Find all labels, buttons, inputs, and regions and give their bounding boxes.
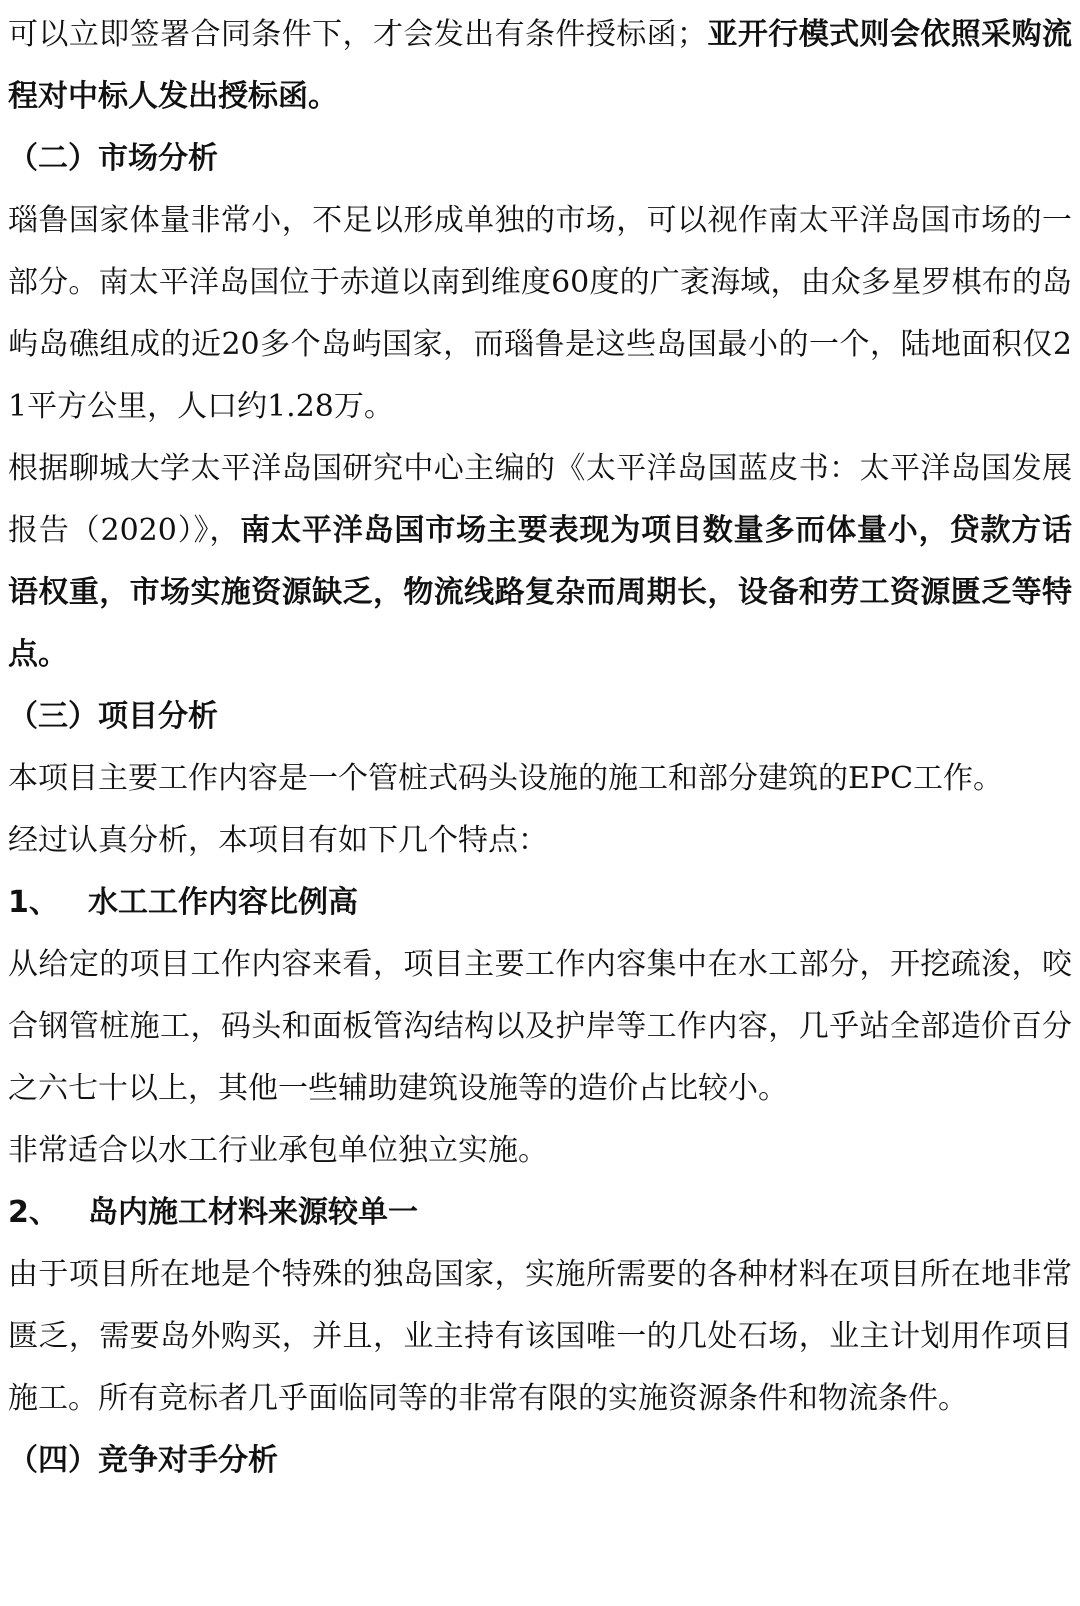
paragraph-feature-1-detail: 从给定的项目工作内容来看，项目主要工作内容集中在水工部分，开挖疏浚，咬合钢管桩施工，码头和面板管沟结构以及护岸等工作内容，几乎站全部造价百分之六七十以上，其他一些辅助建筑设施等的造价占比较小。 (8, 947, 1072, 1106)
feature-heading-1 (8, 872, 1072, 934)
award-letter-emphasis: 亚开行模式则会依照采购流程对中标人发出授标函。 (8, 17, 1073, 114)
paragraph-project-scope: 本项目主要工作内容是一个管桩式码头设施的施工和部分建筑的EPC工作。 (8, 761, 1004, 796)
paragraph-market-overview: 瑙鲁国家体量非常小，不足以形成单独的市场，可以视作南太平洋岛国市场的一部分。南太平洋岛国位于赤道以南到维度60度的广袤海域，由众多星罗棋布的岛屿岛礁组成的近20多个岛屿国家，而瑙鲁是这些岛国最小的一个，陆地面积仅21平方公里，人口约1.28万。 (8, 203, 1072, 424)
feature-heading-2 (8, 1182, 1072, 1244)
section-heading-competitor: （四）竞争对手分析 (8, 1443, 278, 1478)
section-heading-market: （二）市场分析 (8, 141, 218, 176)
paragraph-feature-1-conclusion: 非常适合以水工行业承包单位独立实施。 (8, 1133, 548, 1168)
feature-number-1: 1、 (8, 885, 59, 920)
bluebook-citation-text: 根据聊城大学太平洋岛国研究中心主编的《太平洋岛国蓝皮书：太平洋岛国发展报告（2020）》， (8, 451, 1072, 548)
paragraph-feature-2-detail: 由于项目所在地是个特殊的独岛国家，实施所需要的各种材料在项目所在地非常匮乏，需要岛外购买，并且，业主持有该国唯一的几处石场，业主计划用作项目施工。所有竞标者几乎面临同等的非常有限的实施资源条件和物流条件。 (8, 1257, 1072, 1416)
award-letter-text: 可以立即签署合同条件下，才会发出有条件授标函； (8, 17, 708, 52)
section-heading-project: （三）项目分析 (8, 699, 218, 734)
feature-number-2: 2、 (8, 1195, 59, 1230)
feature-title-2: 岛内施工材料来源较单一 (88, 1195, 418, 1230)
paragraph-award-letter (8, 4, 1072, 128)
document-body (8, 4, 1072, 1492)
paragraph-bluebook (8, 438, 1072, 686)
paragraph-project-features-intro: 经过认真分析，本项目有如下几个特点： (8, 823, 548, 858)
feature-title-1: 水工工作内容比例高 (88, 885, 358, 920)
bluebook-emphasis: 南太平洋岛国市场主要表现为项目数量多而体量小，贷款方话语权重，市场实施资源缺乏，物流线路复杂而周期长，设备和劳工资源匮乏等特点。 (8, 513, 1072, 672)
